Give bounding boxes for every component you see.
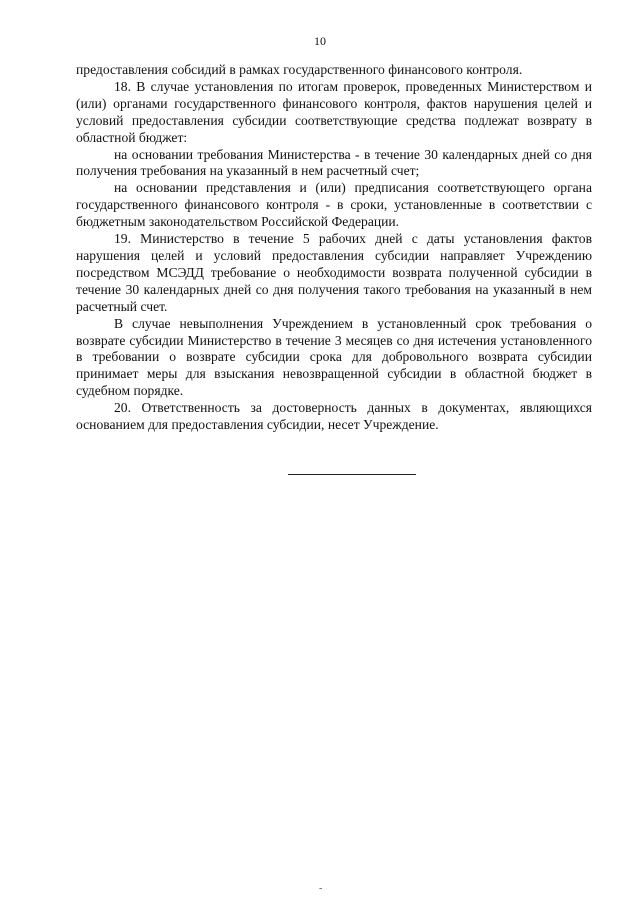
end-separator-line xyxy=(288,474,416,475)
paragraph-continuation: предоставления собсидий в рамках государственного финансового контроля. xyxy=(76,62,523,77)
page-number: 10 xyxy=(314,34,326,48)
paragraph-18-ministry-demand: на основании требования Министерства - в течение 30 календарных дней со дня получения требования на указанный в нем расчетный счет; xyxy=(76,146,592,179)
paragraph-20: 20. Ответственность за достоверность данных в документах, являющихся основанием для предоставления субсидии, несет Учреждение. xyxy=(76,400,592,433)
footer-mark: - xyxy=(319,883,323,894)
paragraph-19-non-compliance: В случае невыполнения Учреждением в установленный срок требования о возврате субсидии Министерство в течение 3 месяцев со дня истечения установленного в требовании о возврате субсидии срока для добровольного возврата субсидии принимает меры для взыскания невозвращенной субсидии в областной бюджет в судебном порядке. xyxy=(76,315,592,399)
paragraph-19: 19. Министерство в течение 5 рабочих дней с даты установления фактов нарушения целей и условий предоставления субсидии направляет Учреждению посредством МСЭДД требование о необходимости возврата полученной субсидии в течение 30 календарных дней со дня получения такого требования на указанный в нем расчетный счет. xyxy=(76,231,592,314)
paragraph-18: 18. В случае установления по итогам проверок, проведенных Министерством и (или) органами государственного финансового контроля, фактов нарушения целей и условий предоставления субсидии соответствующие средства подлежат возврату в областной бюджет: xyxy=(76,78,592,145)
document-body xyxy=(76,62,592,434)
paragraph-18-control-body: на основании представления и (или) предписания соответствующего органа государственного финансового контроля - в сроки, установленные в соответствии с бюджетным законодательством Российской Федерации. xyxy=(76,180,592,230)
